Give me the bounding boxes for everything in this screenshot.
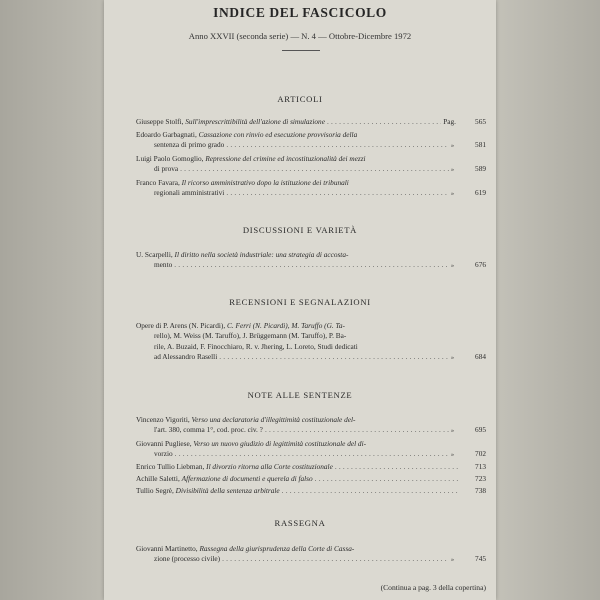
page-number: 745 [475, 554, 486, 564]
marker: » [451, 428, 454, 435]
marker: » [451, 452, 454, 459]
section-articoli: ARTICOLI [277, 94, 323, 104]
entry-text-cont: di prova [154, 164, 179, 174]
section-note: NOTE ALLE SENTENZE [247, 390, 353, 400]
entry-arens [136, 321, 486, 364]
page-number: 695 [475, 425, 486, 435]
page-title: INDICE DEL FASCICOLO [213, 5, 387, 20]
entry-segre [136, 486, 486, 496]
marker: » [451, 143, 454, 150]
entry-text: Opere di P. Arens (N. Picardi), C. Ferri (N. Picardi), M. Taruffo (G. Ta- [136, 321, 345, 330]
entry-text-cont: ad Alessandro Raselli [154, 352, 218, 362]
marker: » [451, 167, 454, 174]
marker: » [451, 191, 454, 198]
page-number: 684 [475, 352, 486, 362]
entry-liebman [136, 462, 486, 472]
page-number: 738 [475, 486, 486, 495]
entry-gomoglio [136, 154, 486, 176]
entry-text-cont: zione (processo civile) [154, 554, 221, 564]
entry-text: Enrico Tullio Liebman, Il divorzio ritorna alla Corte costituzionale [136, 462, 333, 471]
entry-text-cont: rello), M. Weiss (M. Taruffo), J. Brüggemann (M. Taruffo), P. Ba- [154, 331, 347, 341]
entry-text-cont: rile, A. Buzaid, F. Finocchiaro, R. v. Jhering, L. Loreto, Studi dedicati [154, 341, 358, 351]
page-number: 589 [475, 164, 486, 174]
section-recensioni: RECENSIONI E SEGNALAZIONI [229, 297, 371, 307]
entry-text: Franco Favara, Il ricorso amministrativo dopo la istituzione dei tribunali [136, 178, 349, 187]
entry-text-cont: regionali amministrativi [154, 188, 225, 198]
section-discussioni: DISCUSSIONI E VARIETÀ [242, 225, 358, 235]
entry-text-cont: mento [154, 260, 173, 270]
issue-subtitle: Anno XXVII (seconda serie) — N. 4 — Ottobre-Dicembre 1972 [188, 31, 412, 41]
entry-text: Tullio Segrè, Divisibilità della sentenza arbitrale [136, 486, 280, 495]
entry-text: Achille Saletti, Affermazione di documenti e querela di falso [136, 474, 313, 483]
marker: » [451, 263, 454, 270]
entry-text: Giovanni Pugliese, Verso un nuovo giudizio di legittimità costituzionale del di- [136, 439, 367, 448]
entry-martinetto [136, 544, 486, 566]
entry-favara [136, 178, 486, 200]
page-number: 581 [475, 140, 486, 150]
background-right [496, 0, 600, 600]
title-rule [282, 50, 320, 51]
page-number: 713 [475, 462, 486, 471]
entry-text-cont: sentenza di primo grado [154, 140, 225, 150]
page-number: 565 [475, 117, 486, 126]
entry-text: Giovanni Martinetto, Rassegna della giurisprudenza della Corte di Cassa- [136, 544, 355, 553]
index-page [104, 0, 496, 600]
entry-pugliese [136, 439, 486, 461]
entry-text-cont: l'art. 380, comma 1°, cod. proc. civ. ? [154, 425, 263, 435]
marker: » [451, 557, 454, 564]
page-prefix: Pag. [443, 117, 456, 126]
page-number: 619 [475, 188, 486, 198]
entry-scarpelli [136, 250, 486, 272]
entry-text: Luigi Paolo Gomoglio, Repressione del crimine ed incostituzionalità dei mezzi [136, 154, 366, 163]
entry-saletti [136, 474, 486, 484]
background-left [0, 0, 104, 600]
entry-text: Giuseppe Stolfi, Sull'imprescrittibilità dell'azione di simulazione [136, 117, 325, 126]
entry-garbagnati [136, 130, 486, 152]
entry-text: U. Scarpelli, Il diritto nella società industriale: una strategia di accosta- [136, 250, 349, 259]
entry-text: Vincenzo Vigoriti, Verso una declaratoria d'illegittimità costituzionale del- [136, 415, 356, 424]
page-number: 702 [475, 449, 486, 459]
continuation-note: (Continua a pag. 3 della copertina) [380, 583, 486, 592]
entry-stolfi [136, 117, 486, 127]
marker: » [451, 355, 454, 362]
entry-text-cont: vorzio [154, 449, 173, 459]
section-rassegna: RASSEGNA [274, 518, 326, 528]
entry-text: Edoardo Garbagnati, Cassazione con rinvio ed esecuzione provvisoria della [136, 130, 358, 139]
entry-vigoriti [136, 415, 486, 437]
page-number: 676 [475, 260, 486, 270]
page-number: 723 [475, 474, 486, 483]
